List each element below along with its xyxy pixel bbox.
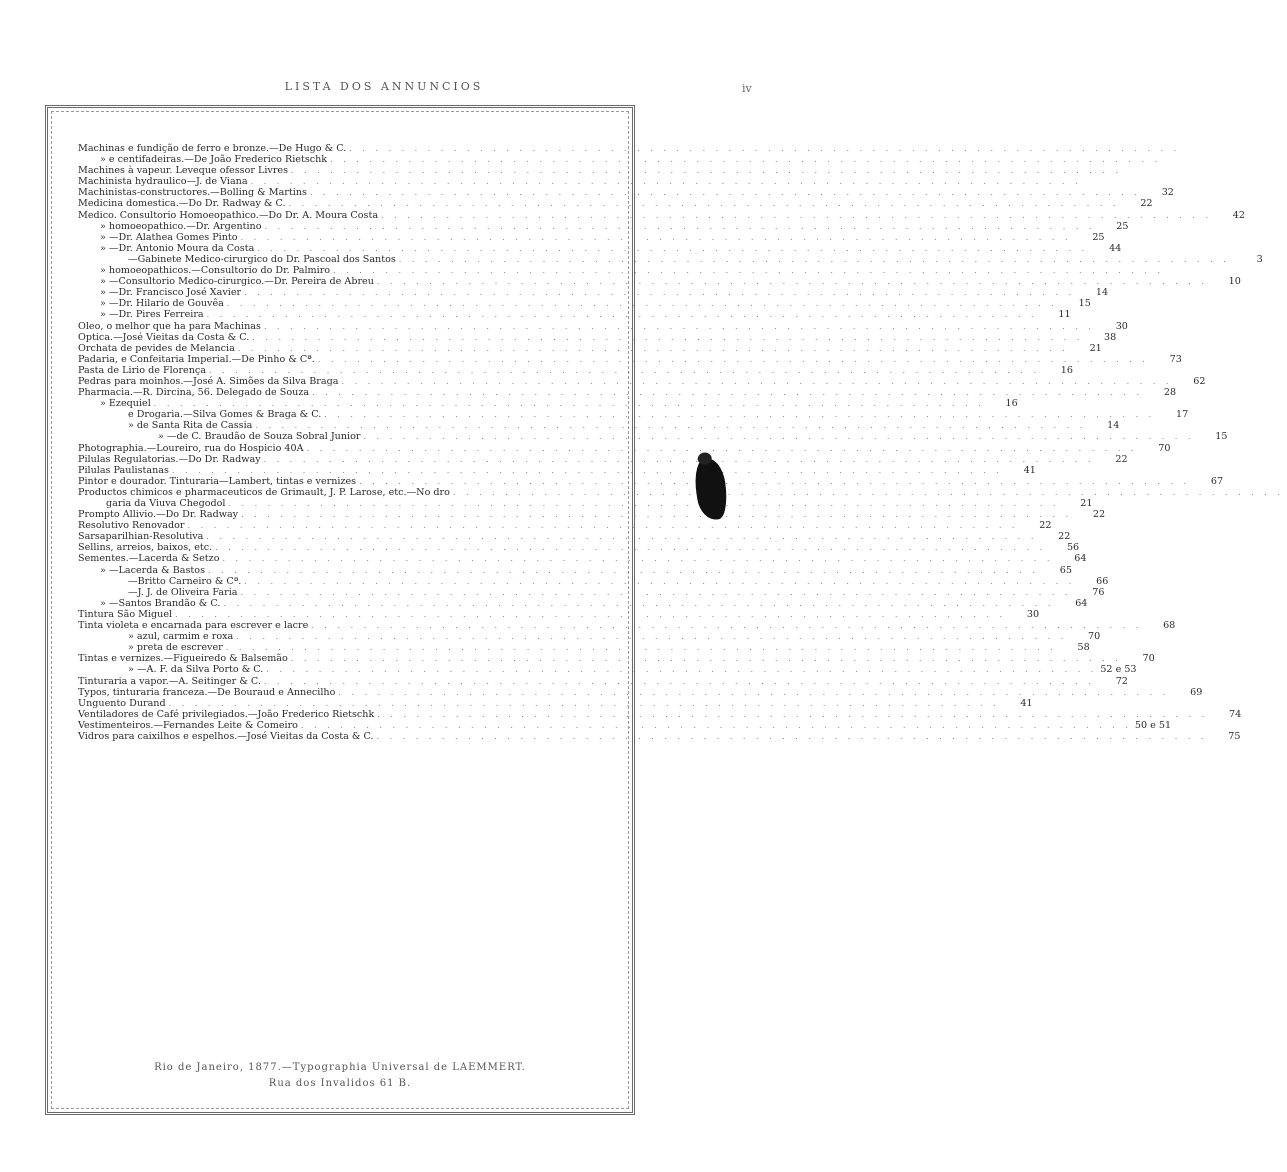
leader-dots bbox=[298, 720, 1135, 731]
index-entry bbox=[78, 342, 1102, 354]
page-number: iv bbox=[742, 82, 752, 95]
entry-name: » —Dr. Francisco José Xavier bbox=[100, 287, 242, 299]
leader-dots bbox=[335, 687, 1172, 698]
imprint-line-2: Rua dos Invalidos 61 B. bbox=[268, 1078, 412, 1089]
leader-dots bbox=[346, 143, 1183, 154]
entry-page: 64 bbox=[1074, 553, 1087, 565]
leader-dots bbox=[205, 565, 1042, 576]
leader-dots bbox=[360, 431, 1197, 442]
entry-page: 44 bbox=[1109, 242, 1122, 254]
index-entry bbox=[78, 220, 1129, 232]
index-entry bbox=[78, 309, 1071, 321]
entry-name: Prompto Allivio.—Do Dr. Radway bbox=[78, 509, 239, 521]
running-head: LISTA DOS ANNUNCIOS bbox=[284, 80, 484, 93]
leader-dots bbox=[166, 698, 1003, 709]
entry-page: 69 bbox=[1190, 686, 1203, 698]
entry-name: Pedras para moinhos.—José A. Simões da Silva Braga bbox=[78, 375, 339, 387]
entry-page: 21 bbox=[1080, 498, 1093, 509]
leader-dots bbox=[261, 454, 1098, 465]
index-entry bbox=[78, 542, 1080, 554]
index-entry bbox=[78, 531, 1071, 543]
entry-name: Vestimenteiros.—Fernandes Leite & Comeiro bbox=[78, 719, 298, 731]
entry-name: » de Santa Rita de Cassia bbox=[128, 420, 253, 432]
entry-name: » —Consultorio Medico-cirurgico.—Dr. Pereira de Abreu bbox=[100, 276, 374, 288]
entry-name: » e centifadeiras.—De João Frederico Rietschk bbox=[100, 154, 328, 166]
leader-dots bbox=[356, 476, 1193, 487]
entry-page: 3 bbox=[1256, 253, 1263, 265]
index-entry bbox=[78, 653, 1155, 665]
entry-name: » —A. F. da Silva Porto & C. bbox=[128, 664, 264, 676]
entry-name: Pasta de Lirio de Florença bbox=[78, 364, 206, 376]
entry-page: 30 bbox=[1115, 320, 1128, 332]
index-entry bbox=[78, 409, 1189, 421]
index-entry bbox=[78, 664, 1137, 676]
entry-page: 76 bbox=[1092, 586, 1105, 598]
leader-dots bbox=[223, 642, 1060, 653]
index-entry bbox=[78, 509, 1106, 521]
entry-page: 14 bbox=[1095, 287, 1109, 299]
leader-dots bbox=[235, 343, 1072, 354]
leader-dots bbox=[374, 709, 1211, 720]
index-entry bbox=[78, 487, 598, 498]
leader-dots bbox=[330, 265, 1167, 276]
leader-dots bbox=[309, 387, 1146, 398]
index-entry bbox=[78, 431, 1228, 443]
leader-dots bbox=[450, 487, 1287, 498]
leader-dots bbox=[220, 598, 1057, 609]
entry-page: 16 bbox=[1060, 364, 1073, 376]
index-entry bbox=[78, 464, 1036, 476]
index-entry bbox=[78, 398, 1018, 410]
entry-name: » homoeopathicos.—Consultorio do Dr. Palmiro bbox=[100, 265, 331, 277]
entry-page: 15 bbox=[1215, 431, 1228, 443]
index-entry bbox=[78, 597, 1088, 609]
entry-name: Pintor e dourador. Tinturaria—Lambert, tintas e vernizes bbox=[78, 475, 357, 487]
entry-name: Medico. Consultorio Homoeopathico.—Do Dr. A. Moura Costa bbox=[78, 209, 379, 221]
leader-dots bbox=[212, 542, 1049, 553]
entry-name: Pilulas Regulatorias.—Do Dr. Radway bbox=[78, 453, 261, 465]
entry-name: » homoeopathico.—Dr. Argentino bbox=[100, 220, 262, 232]
leader-dots bbox=[307, 187, 1144, 198]
index-entry bbox=[78, 276, 1241, 288]
entry-name: Tintura São Miguel bbox=[78, 608, 173, 620]
entry-name: Ventiladores de Café privilegiados.—João Frederico Rietschk bbox=[78, 708, 375, 720]
leader-dots bbox=[238, 509, 1075, 520]
index-entry bbox=[78, 475, 1224, 487]
leader-dots bbox=[261, 321, 1098, 332]
entry-page: 64 bbox=[1075, 597, 1088, 609]
entry-name: —Britto Carneiro & Cª. bbox=[128, 575, 242, 587]
leader-dots bbox=[185, 520, 1022, 531]
index-entry bbox=[78, 520, 1052, 532]
index-entry bbox=[78, 697, 1033, 709]
index-entry bbox=[78, 553, 1087, 565]
entry-name: Machinista hydraulico—J. de Viana bbox=[78, 176, 248, 188]
leader-dots bbox=[224, 298, 1061, 309]
index-entry bbox=[78, 143, 598, 154]
entry-page: 42 bbox=[1232, 209, 1246, 221]
entry-page: 22 bbox=[1092, 509, 1106, 521]
index-entry bbox=[78, 364, 1073, 376]
index-entry bbox=[78, 154, 598, 165]
leader-dots bbox=[254, 243, 1091, 254]
index-entry bbox=[78, 253, 1263, 265]
index-entry bbox=[78, 708, 1242, 720]
index-entry bbox=[78, 176, 598, 187]
entry-name: » preta de escrever bbox=[128, 642, 223, 654]
entry-name: Padaria, e Confeitaria Imperial.—De Pinho & Cª. bbox=[78, 353, 315, 365]
leader-dots bbox=[338, 376, 1175, 387]
leader-dots bbox=[288, 165, 1125, 176]
entry-page: 22 bbox=[1115, 453, 1128, 465]
leader-dots bbox=[396, 254, 1233, 265]
entry-name: Sarsaparilhian-Resolutiva bbox=[78, 531, 204, 543]
entry-page: 16 bbox=[1005, 398, 1018, 410]
entry-page: 72 bbox=[1115, 675, 1128, 687]
index-list bbox=[78, 143, 1263, 742]
index-entry bbox=[78, 575, 1109, 587]
entry-page: 73 bbox=[1169, 353, 1182, 365]
entry-page: 17 bbox=[1176, 409, 1189, 421]
index-entry bbox=[78, 242, 1122, 254]
index-entry bbox=[78, 420, 1120, 432]
index-entry bbox=[78, 620, 1176, 632]
entry-name: Pilulas Paulistanas bbox=[78, 464, 169, 476]
index-entry bbox=[78, 165, 598, 176]
entry-page: 74 bbox=[1229, 708, 1242, 720]
entry-name: Optica.—José Vieitas da Costa & C. bbox=[78, 331, 250, 343]
leader-dots bbox=[233, 631, 1070, 642]
leader-dots bbox=[374, 276, 1211, 287]
entry-page: 52 e 53 bbox=[1100, 664, 1137, 676]
entry-name: » —Dr. Alathea Gomes Pinto bbox=[100, 231, 238, 243]
index-entry bbox=[78, 387, 1177, 399]
leader-dots bbox=[249, 332, 1086, 343]
index-entry bbox=[78, 675, 1128, 687]
leader-dots bbox=[315, 354, 1152, 365]
entry-page: 22 bbox=[1039, 520, 1052, 532]
entry-name: garia da Viuva Chegodol bbox=[106, 498, 226, 509]
entry-name: Typos, tinturaria franceza.—De Bouraud e Annecilho bbox=[78, 686, 336, 698]
entry-page: 22 bbox=[1058, 531, 1071, 543]
index-entry bbox=[78, 298, 1091, 310]
entry-page: 50 e 51 bbox=[1134, 719, 1172, 731]
entry-name: Resolutivo Renovador bbox=[78, 520, 185, 532]
entry-name: Oleo, o melhor que ha para Machinas bbox=[78, 320, 261, 332]
entry-name: —Gabinete Medico-cirurgico do Dr. Pascoal dos Santos bbox=[128, 253, 396, 265]
leader-dots bbox=[378, 210, 1215, 221]
entry-name: » —Dr. Hilario de Gouvêa bbox=[100, 298, 224, 310]
entry-name: Tinturaria a vapor.—A. Seitinger & C. bbox=[78, 675, 261, 687]
leader-dots bbox=[172, 609, 1009, 620]
entry-page: 22 bbox=[1140, 198, 1153, 210]
entry-page: 38 bbox=[1104, 331, 1117, 343]
index-entry bbox=[78, 265, 598, 276]
entry-name: » —de C. Braudão de Souza Sobral Junior bbox=[158, 431, 361, 443]
index-entry bbox=[78, 353, 1182, 365]
entry-page: 28 bbox=[1163, 387, 1177, 399]
leader-dots bbox=[252, 420, 1089, 431]
index-entry bbox=[78, 631, 1101, 643]
entry-name: Vidros para caixilhos e espelhos.—José Vieitas da Costa & C. bbox=[78, 730, 374, 742]
entry-page: 66 bbox=[1096, 575, 1109, 587]
entry-name: Medicina domestica.—Do Dr. Radway & C. bbox=[78, 198, 286, 210]
entry-page: 67 bbox=[1210, 475, 1224, 487]
entry-name: » —Dr. Antonio Moura da Costa bbox=[100, 242, 255, 254]
entry-page: 58 bbox=[1077, 642, 1090, 654]
index-entry bbox=[78, 453, 1128, 465]
leader-dots bbox=[237, 587, 1074, 598]
entry-name: e Drogaria.—Silva Gomes & Braga & C. bbox=[128, 409, 322, 421]
entry-page: 30 bbox=[1026, 608, 1040, 620]
entry-page: 32 bbox=[1161, 187, 1174, 199]
entry-name: Tinta violeta e encarnada para escrever e lacre bbox=[78, 620, 309, 632]
leader-dots bbox=[288, 653, 1125, 664]
leader-dots bbox=[219, 553, 1056, 564]
entry-page: 70 bbox=[1088, 631, 1101, 643]
index-entry bbox=[78, 442, 1171, 454]
leader-dots bbox=[286, 198, 1123, 209]
index-entry bbox=[78, 586, 1105, 598]
entry-page: 65 bbox=[1059, 564, 1072, 576]
entry-name: » Ezequiel bbox=[100, 398, 151, 410]
index-entry bbox=[78, 320, 1128, 332]
index-entry bbox=[78, 287, 1109, 299]
leader-dots bbox=[263, 664, 1100, 675]
index-entry bbox=[78, 231, 1105, 243]
leader-dots bbox=[169, 465, 1006, 476]
entry-name: Machines à vapeur. Leveque ofessor Livres bbox=[78, 165, 289, 177]
entry-name: Photographia.—Loureiro, rua do Hospicio 40A bbox=[78, 442, 304, 454]
entry-page: 70 bbox=[1142, 653, 1155, 665]
entry-name: » azul, carmim e roxa bbox=[128, 631, 234, 643]
entry-name: Productos chimicos e pharmaceuticos de Grimault, J. P. Larose, etc.—No dro bbox=[78, 486, 450, 498]
entry-name: Sellins, arreios, baixos, etc. bbox=[78, 542, 213, 554]
entry-name: —J. J. de Oliveira Faria bbox=[128, 586, 238, 598]
entry-page: 41 bbox=[1020, 697, 1033, 709]
entry-name: Pharmacia.—R. Dircina, 56. Delegado de Souza bbox=[78, 387, 310, 399]
leader-dots bbox=[308, 620, 1145, 631]
entry-name: Sementes.—Lacerda & Setzo bbox=[78, 553, 220, 565]
index-entry bbox=[78, 375, 1206, 387]
entry-name: Machinas e fundição de ferro e bronze.—De Hugo & C. bbox=[78, 143, 347, 154]
entry-name: Machinistas-constructores.—Bolling & Martins bbox=[78, 187, 307, 199]
entry-page: 68 bbox=[1163, 620, 1176, 632]
entry-name: » —Lacerda & Bastos bbox=[100, 564, 205, 576]
index-entry bbox=[78, 331, 1117, 343]
index-entry bbox=[78, 564, 1072, 576]
index-entry bbox=[78, 198, 1153, 210]
entry-page: 11 bbox=[1058, 309, 1071, 321]
leader-dots bbox=[204, 309, 1041, 320]
entry-page: 15 bbox=[1078, 298, 1091, 310]
entry-page: 70 bbox=[1158, 442, 1171, 454]
entry-page: 14 bbox=[1107, 420, 1120, 432]
entry-page: 21 bbox=[1089, 342, 1102, 354]
entry-page: 41 bbox=[1023, 464, 1036, 476]
index-entry bbox=[78, 686, 1203, 698]
leader-dots bbox=[304, 443, 1141, 454]
leader-dots bbox=[327, 154, 1164, 165]
leader-dots bbox=[248, 176, 1085, 187]
index-entry bbox=[78, 730, 1241, 742]
entry-name: » —Dr. Pires Ferreira bbox=[100, 309, 204, 321]
leader-dots bbox=[238, 232, 1075, 243]
index-entry bbox=[78, 719, 1172, 731]
entry-page: 25 bbox=[1116, 220, 1129, 232]
leader-dots bbox=[203, 531, 1040, 542]
imprint-line-1: Rio de Janeiro, 1877.—Typographia Universal de LAEMMERT. bbox=[154, 1062, 526, 1073]
leader-dots bbox=[374, 731, 1211, 742]
entry-page: 75 bbox=[1228, 730, 1241, 742]
leader-dots bbox=[206, 365, 1043, 376]
entry-page: 10 bbox=[1228, 276, 1241, 288]
leader-dots bbox=[226, 498, 1063, 509]
index-entry bbox=[78, 642, 1090, 654]
leader-dots bbox=[261, 676, 1098, 687]
leader-dots bbox=[151, 398, 988, 409]
entry-page: 62 bbox=[1193, 375, 1206, 387]
entry-name: Unguento Durand bbox=[78, 697, 166, 709]
entry-page: 56 bbox=[1066, 542, 1080, 554]
leader-dots bbox=[241, 287, 1078, 298]
index-entry bbox=[78, 209, 1246, 221]
entry-name: » —Santos Brandão & C. bbox=[100, 597, 221, 609]
entry-name: Orchata de pevides de Melancia bbox=[78, 342, 235, 354]
leader-dots bbox=[321, 409, 1158, 420]
index-entry bbox=[78, 187, 1174, 199]
leader-dots bbox=[241, 576, 1078, 587]
leader-dots bbox=[262, 221, 1099, 232]
index-entry bbox=[78, 498, 1093, 509]
index-entry bbox=[78, 608, 1040, 620]
entry-name: Tintas e vernizes.—Figueiredo & Balsemão bbox=[78, 653, 288, 665]
entry-page: 25 bbox=[1092, 231, 1105, 243]
